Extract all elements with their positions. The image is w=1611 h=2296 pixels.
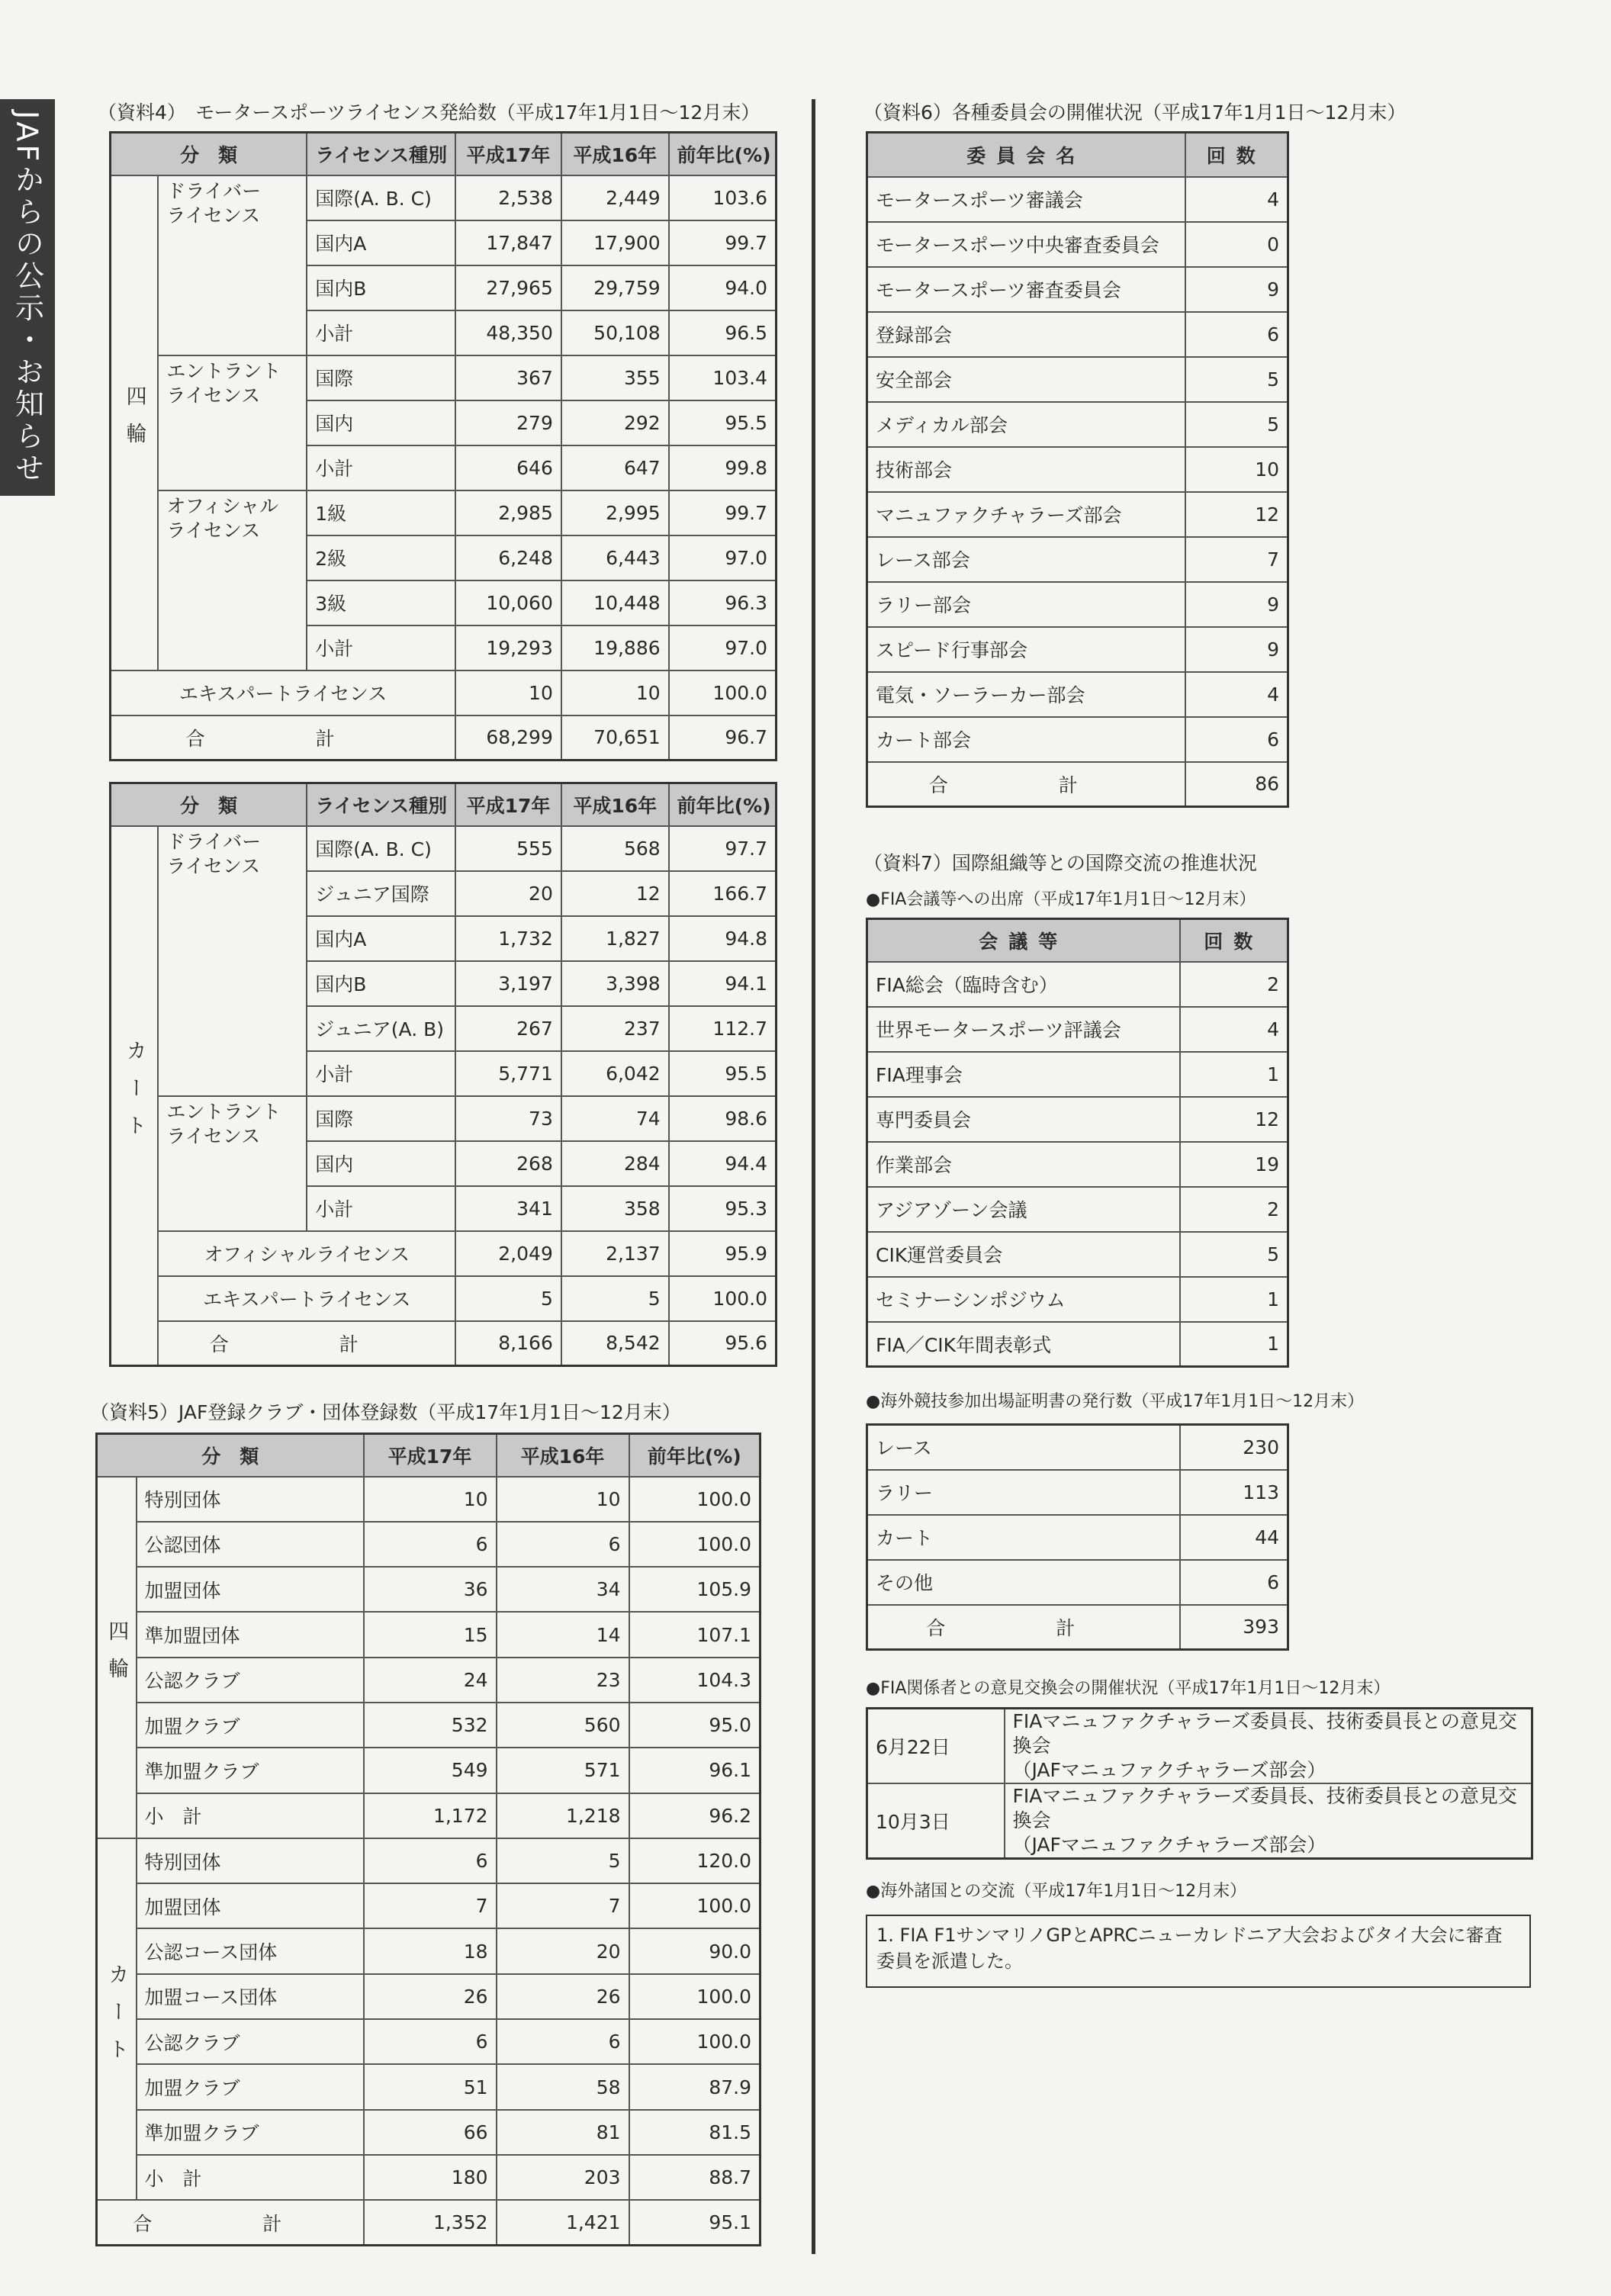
row-h16: 17,900 [561, 220, 669, 265]
meeting-name: 作業部会 [867, 1142, 1180, 1187]
total-h17: 68,299 [455, 715, 561, 761]
meeting-name: FIA理事会 [867, 1052, 1180, 1097]
fia-meetings-subtitle: ●FIA会議等への出席（平成17年1月1日〜12月末） [866, 890, 1256, 909]
row-h16: 19,886 [561, 625, 669, 670]
row-type: 小計 [307, 445, 455, 490]
certificate-type: レース [867, 1425, 1180, 1470]
row-name: 小 計 [137, 2155, 364, 2200]
total-h17: 8,166 [455, 1321, 561, 1366]
row-h17: 15 [364, 1612, 497, 1657]
meeting-count: 1 [1180, 1322, 1288, 1367]
header-h16: 平成16年 [497, 1434, 629, 1477]
row-h17: 3,197 [455, 961, 561, 1006]
row-ratio: 98.6 [669, 1096, 777, 1141]
committee-count: 7 [1185, 537, 1288, 582]
expert-h17: 5 [455, 1276, 561, 1321]
total-ratio: 96.7 [669, 715, 777, 761]
row-h16: 284 [561, 1141, 669, 1186]
total-count: 393 [1180, 1605, 1288, 1650]
total-label: 合 計 [867, 762, 1185, 807]
row-type: 小計 [307, 310, 455, 355]
row-ratio: 99.7 [669, 490, 777, 535]
row-h17: 18 [364, 1928, 497, 1973]
row-h17: 27,965 [455, 265, 561, 310]
official-h17: 2,049 [455, 1231, 561, 1276]
overseas-exchange-note: 1. FIA F1サンマリノGPとAPRCニューカレドニア大会およびタイ大会に審査委員を派遣した。 [866, 1915, 1531, 1988]
row-h17: 646 [455, 445, 561, 490]
row-name: 小 計 [137, 1793, 364, 1838]
category-kart: カート [97, 1838, 137, 2200]
table5-title: （資料5）JAF登録クラブ・団体登録数（平成17年1月1日〜12月末） [90, 1401, 681, 1423]
row-h16: 20 [497, 1928, 629, 1973]
total-count: 86 [1185, 762, 1288, 807]
official-ratio: 95.9 [669, 1231, 777, 1276]
row-h17: 48,350 [455, 310, 561, 355]
row-type: 国内A [307, 916, 455, 961]
meeting-name: FIA／CIK年間表彰式 [867, 1322, 1180, 1367]
row-type: 3級 [307, 580, 455, 625]
row-type: 国内B [307, 961, 455, 1006]
exchange-description [1005, 1783, 1532, 1859]
row-ratio: 94.1 [669, 961, 777, 1006]
row-ratio: 105.9 [629, 1567, 760, 1612]
row-ratio: 99.8 [669, 445, 777, 490]
row-h16: 26 [497, 1974, 629, 2019]
row-type: 国際 [307, 1096, 455, 1141]
row-h17: 549 [364, 1748, 497, 1793]
committee-count: 12 [1185, 492, 1288, 537]
row-h16: 14 [497, 1612, 629, 1657]
row-ratio: 100.0 [629, 1522, 760, 1567]
header-h16: 平成16年 [561, 783, 669, 826]
row-name: 準加盟クラブ [137, 1748, 364, 1793]
meeting-name: 世界モータースポーツ評議会 [867, 1007, 1180, 1052]
row-ratio: 96.1 [629, 1748, 760, 1793]
header-meeting: 会議等 [867, 919, 1180, 962]
row-name: 加盟コース団体 [137, 1974, 364, 2019]
row-h17: 66 [364, 2110, 497, 2155]
row-h17: 20 [455, 871, 561, 916]
row-h16: 5 [497, 1838, 629, 1883]
total-label: 合 計 [867, 1605, 1180, 1650]
total-h16: 70,651 [561, 715, 669, 761]
row-h16: 6,443 [561, 535, 669, 580]
row-h17: 51 [364, 2064, 497, 2109]
row-ratio: 94.8 [669, 916, 777, 961]
row-h16: 10,448 [561, 580, 669, 625]
meeting-count: 19 [1180, 1142, 1288, 1187]
row-h17: 5,771 [455, 1051, 561, 1096]
certificate-count: 230 [1180, 1425, 1288, 1470]
row-ratio: 95.5 [669, 1051, 777, 1096]
committee-count: 9 [1185, 582, 1288, 627]
exchange-title: FIAマニュファクチャラーズ委員長、技術委員長との意見交換会 [1012, 1710, 1517, 1757]
committee-name: スピード行事部会 [867, 627, 1185, 672]
row-ratio: 90.0 [629, 1928, 760, 1973]
header-license-type: ライセンス種別 [307, 783, 455, 826]
certificates-table [866, 1423, 1289, 1651]
committee-count: 5 [1185, 402, 1288, 447]
row-h16: 50,108 [561, 310, 669, 355]
meeting-name: 専門委員会 [867, 1097, 1180, 1142]
row-h16: 237 [561, 1006, 669, 1051]
row-ratio: 97.0 [669, 535, 777, 580]
committee-name: 電気・ソーラーカー部会 [867, 672, 1185, 717]
row-ratio: 97.0 [669, 625, 777, 670]
row-h17: 279 [455, 400, 561, 445]
committee-table [866, 131, 1289, 808]
header-category: 分 類 [111, 133, 307, 175]
row-name: 加盟クラブ [137, 1703, 364, 1748]
row-ratio: 81.5 [629, 2110, 760, 2155]
row-h16: 1,827 [561, 916, 669, 961]
exchange-note: （JAFマニュファクチャラーズ部会） [1012, 1834, 1326, 1856]
row-h16: 12 [561, 871, 669, 916]
header-h17: 平成17年 [364, 1434, 497, 1477]
row-name: 準加盟クラブ [137, 2110, 364, 2155]
category-kart: カート [111, 826, 159, 1366]
row-h16: 29,759 [561, 265, 669, 310]
row-h17: 10,060 [455, 580, 561, 625]
row-h17: 17,847 [455, 220, 561, 265]
total-h16: 1,421 [497, 2200, 629, 2245]
total-ratio: 95.6 [669, 1321, 777, 1366]
license-table-kart [109, 782, 777, 1367]
row-name: 加盟クラブ [137, 2064, 364, 2109]
committee-name: モータースポーツ審査委員会 [867, 267, 1185, 312]
total-label: 合 計 [111, 715, 456, 761]
row-name: 準加盟団体 [137, 1612, 364, 1657]
table7-title: （資料7）国際組織等との国際交流の推進状況 [863, 852, 1257, 874]
row-ratio: 95.0 [629, 1703, 760, 1748]
row-h17: 24 [364, 1658, 497, 1703]
row-h16: 2,995 [561, 490, 669, 535]
header-h17: 平成17年 [455, 783, 561, 826]
side-tab: JAFからの公示・お知らせ [0, 99, 55, 496]
exchange-date: 6月22日 [867, 1709, 1005, 1784]
row-h17: 555 [455, 826, 561, 871]
row-ratio: 100.0 [629, 1477, 760, 1522]
certificate-count: 113 [1180, 1470, 1288, 1515]
row-h17: 2,538 [455, 175, 561, 220]
meeting-count: 5 [1180, 1232, 1288, 1277]
total-ratio: 95.1 [629, 2200, 760, 2245]
row-type: 国際(A. B. C) [307, 826, 455, 871]
category-4wheel: 四輪 [97, 1477, 137, 1838]
row-ratio: 112.7 [669, 1006, 777, 1051]
row-ratio: 94.4 [669, 1141, 777, 1186]
exchange-date: 10月3日 [867, 1783, 1005, 1859]
row-h17: 6 [364, 1838, 497, 1883]
header-h16: 平成16年 [561, 133, 669, 175]
row-h16: 203 [497, 2155, 629, 2200]
meeting-name: セミナーシンポジウム [867, 1277, 1180, 1322]
header-ratio: 前年比(%) [669, 133, 777, 175]
group-driver: ドライバー ライセンス [158, 826, 307, 1096]
row-h17: 6,248 [455, 535, 561, 580]
row-name: 公認コース団体 [137, 1928, 364, 1973]
row-type: 1級 [307, 490, 455, 535]
row-ratio: 94.0 [669, 265, 777, 310]
committee-name: モータースポーツ審議会 [867, 177, 1185, 222]
meeting-name: アジアゾーン会議 [867, 1187, 1180, 1232]
meeting-count: 2 [1180, 1187, 1288, 1232]
row-name: 特別団体 [137, 1477, 364, 1522]
row-ratio: 107.1 [629, 1612, 760, 1657]
fia-exchange-table [866, 1707, 1533, 1860]
row-ratio: 104.3 [629, 1658, 760, 1703]
committee-count: 0 [1185, 222, 1288, 267]
row-ratio: 100.0 [629, 1883, 760, 1928]
row-h17: 6 [364, 1522, 497, 1567]
license-table-4wheel [109, 131, 777, 761]
row-h17: 1,732 [455, 916, 561, 961]
row-ratio: 166.7 [669, 871, 777, 916]
header-ratio: 前年比(%) [629, 1434, 760, 1477]
row-name: 公認団体 [137, 1522, 364, 1567]
row-h16: 647 [561, 445, 669, 490]
row-h16: 7 [497, 1883, 629, 1928]
committee-name: モータースポーツ中央審査委員会 [867, 222, 1185, 267]
total-h17: 1,352 [364, 2200, 497, 2245]
category-4wheel: 四輪 [111, 175, 159, 670]
committee-count: 4 [1185, 177, 1288, 222]
club-registration-table [95, 1433, 761, 2246]
table6-title: （資料6）各種委員会の開催状況（平成17年1月1日〜12月末） [863, 101, 1407, 124]
row-ratio: 96.2 [629, 1793, 760, 1838]
row-h17: 267 [455, 1006, 561, 1051]
row-h16: 10 [497, 1477, 629, 1522]
row-type: 2級 [307, 535, 455, 580]
fia-exchange-subtitle: ●FIA関係者との意見交換会の開催状況（平成17年1月1日〜12月末） [866, 1679, 1391, 1698]
group-entrant: エントラント ライセンス [158, 355, 307, 490]
row-ratio: 100.0 [629, 1974, 760, 2019]
committee-name: メディカル部会 [867, 402, 1185, 447]
row-name: 公認クラブ [137, 1658, 364, 1703]
committee-count: 10 [1185, 447, 1288, 492]
row-ratio: 88.7 [629, 2155, 760, 2200]
certificate-type: その他 [867, 1560, 1180, 1605]
row-h16: 81 [497, 2110, 629, 2155]
certificates-subtitle: ●海外競技参加出場証明書の発行数（平成17年1月1日〜12月末） [866, 1392, 1365, 1411]
row-ratio: 103.6 [669, 175, 777, 220]
row-h16: 6 [497, 1522, 629, 1567]
row-name: 加盟団体 [137, 1567, 364, 1612]
row-h16: 292 [561, 400, 669, 445]
row-h17: 268 [455, 1141, 561, 1186]
committee-name: 登録部会 [867, 312, 1185, 357]
row-h17: 26 [364, 1974, 497, 2019]
row-type: ジュニア国際 [307, 871, 455, 916]
meeting-count: 2 [1180, 962, 1288, 1007]
row-type: 国内B [307, 265, 455, 310]
exchange-title: FIAマニュファクチャラーズ委員長、技術委員長との意見交換会 [1012, 1785, 1517, 1831]
header-category: 分 類 [111, 783, 307, 826]
row-type: 国内A [307, 220, 455, 265]
meeting-name: CIK運営委員会 [867, 1232, 1180, 1277]
committee-name: ラリー部会 [867, 582, 1185, 627]
expert-h16: 5 [561, 1276, 669, 1321]
row-h16: 355 [561, 355, 669, 400]
row-type: ジュニア(A. B) [307, 1006, 455, 1051]
row-h17: 73 [455, 1096, 561, 1141]
row-h16: 3,398 [561, 961, 669, 1006]
expert-h17: 10 [455, 670, 561, 715]
expert-label: エキスパートライセンス [111, 670, 456, 715]
committee-name: マニュファクチャラーズ部会 [867, 492, 1185, 537]
row-type: 国際(A. B. C) [307, 175, 455, 220]
table4-title: （資料4） モータースポーツライセンス発給数（平成17年1月1日〜12月末） [98, 101, 760, 124]
row-h17: 2,985 [455, 490, 561, 535]
meeting-count: 12 [1180, 1097, 1288, 1142]
committee-name: 技術部会 [867, 447, 1185, 492]
row-h17: 6 [364, 2019, 497, 2064]
row-ratio: 97.7 [669, 826, 777, 871]
committee-count: 9 [1185, 627, 1288, 672]
row-ratio: 120.0 [629, 1838, 760, 1883]
meeting-count: 4 [1180, 1007, 1288, 1052]
row-h17: 180 [364, 2155, 497, 2200]
committee-name: カート部会 [867, 717, 1185, 762]
row-h17: 36 [364, 1567, 497, 1612]
row-ratio: 95.3 [669, 1186, 777, 1231]
row-h17: 341 [455, 1186, 561, 1231]
row-type: 国内 [307, 1141, 455, 1186]
committee-count: 6 [1185, 312, 1288, 357]
column-divider [812, 99, 815, 2254]
row-name: 特別団体 [137, 1838, 364, 1883]
row-type: 小計 [307, 1186, 455, 1231]
row-type: 国際 [307, 355, 455, 400]
row-ratio: 96.3 [669, 580, 777, 625]
row-name: 加盟団体 [137, 1883, 364, 1928]
row-h17: 10 [364, 1477, 497, 1522]
row-h17: 7 [364, 1883, 497, 1928]
certificate-type: カート [867, 1515, 1180, 1560]
official-h16: 2,137 [561, 1231, 669, 1276]
row-h16: 23 [497, 1658, 629, 1703]
header-committee: 委員会名 [867, 133, 1185, 177]
expert-ratio: 100.0 [669, 670, 777, 715]
overseas-exchange-subtitle: ●海外諸国との交流（平成17年1月1日〜12月末） [866, 1882, 1247, 1901]
row-h17: 1,172 [364, 1793, 497, 1838]
row-h16: 2,449 [561, 175, 669, 220]
expert-ratio: 100.0 [669, 1276, 777, 1321]
certificate-count: 44 [1180, 1515, 1288, 1560]
row-type: 小計 [307, 1051, 455, 1096]
header-count: 回数 [1185, 133, 1288, 177]
row-h16: 6 [497, 2019, 629, 2064]
group-entrant: エントラント ライセンス [158, 1096, 307, 1231]
row-h17: 532 [364, 1703, 497, 1748]
header-count: 回数 [1180, 919, 1288, 962]
row-ratio: 95.5 [669, 400, 777, 445]
row-h16: 560 [497, 1703, 629, 1748]
exchange-note: （JAFマニュファクチャラーズ部会） [1012, 1759, 1326, 1781]
expert-h16: 10 [561, 670, 669, 715]
header-ratio: 前年比(%) [669, 783, 777, 826]
row-name: 公認クラブ [137, 2019, 364, 2064]
row-h16: 1,218 [497, 1793, 629, 1838]
header-h17: 平成17年 [455, 133, 561, 175]
row-h17: 367 [455, 355, 561, 400]
committee-name: 安全部会 [867, 357, 1185, 402]
row-h16: 34 [497, 1567, 629, 1612]
row-h16: 58 [497, 2064, 629, 2109]
exchange-description [1005, 1709, 1532, 1784]
committee-count: 9 [1185, 267, 1288, 312]
total-h16: 8,542 [561, 1321, 669, 1366]
row-ratio: 99.7 [669, 220, 777, 265]
row-type: 小計 [307, 625, 455, 670]
row-h16: 568 [561, 826, 669, 871]
committee-name: レース部会 [867, 537, 1185, 582]
row-h16: 358 [561, 1186, 669, 1231]
meeting-count: 1 [1180, 1277, 1288, 1322]
row-h16: 74 [561, 1096, 669, 1141]
row-type: 国内 [307, 400, 455, 445]
certificate-count: 6 [1180, 1560, 1288, 1605]
header-category: 分 類 [97, 1434, 364, 1477]
meeting-count: 1 [1180, 1052, 1288, 1097]
row-ratio: 87.9 [629, 2064, 760, 2109]
meeting-name: FIA総会（臨時含む） [867, 962, 1180, 1007]
group-driver: ドライバー ライセンス [158, 175, 307, 355]
certificate-type: ラリー [867, 1470, 1180, 1515]
row-h17: 19,293 [455, 625, 561, 670]
committee-count: 4 [1185, 672, 1288, 717]
total-label: 合 計 [158, 1321, 455, 1366]
committee-count: 6 [1185, 717, 1288, 762]
header-license-type: ライセンス種別 [307, 133, 455, 175]
committee-count: 5 [1185, 357, 1288, 402]
row-h16: 571 [497, 1748, 629, 1793]
official-label: オフィシャルライセンス [158, 1231, 455, 1276]
fia-meetings-table [866, 918, 1289, 1368]
total-label: 合 計 [97, 2200, 364, 2245]
expert-label: エキスパートライセンス [158, 1276, 455, 1321]
group-official: オフィシャル ライセンス [158, 490, 307, 670]
row-ratio: 100.0 [629, 2019, 760, 2064]
row-ratio: 103.4 [669, 355, 777, 400]
row-h16: 6,042 [561, 1051, 669, 1096]
row-ratio: 96.5 [669, 310, 777, 355]
